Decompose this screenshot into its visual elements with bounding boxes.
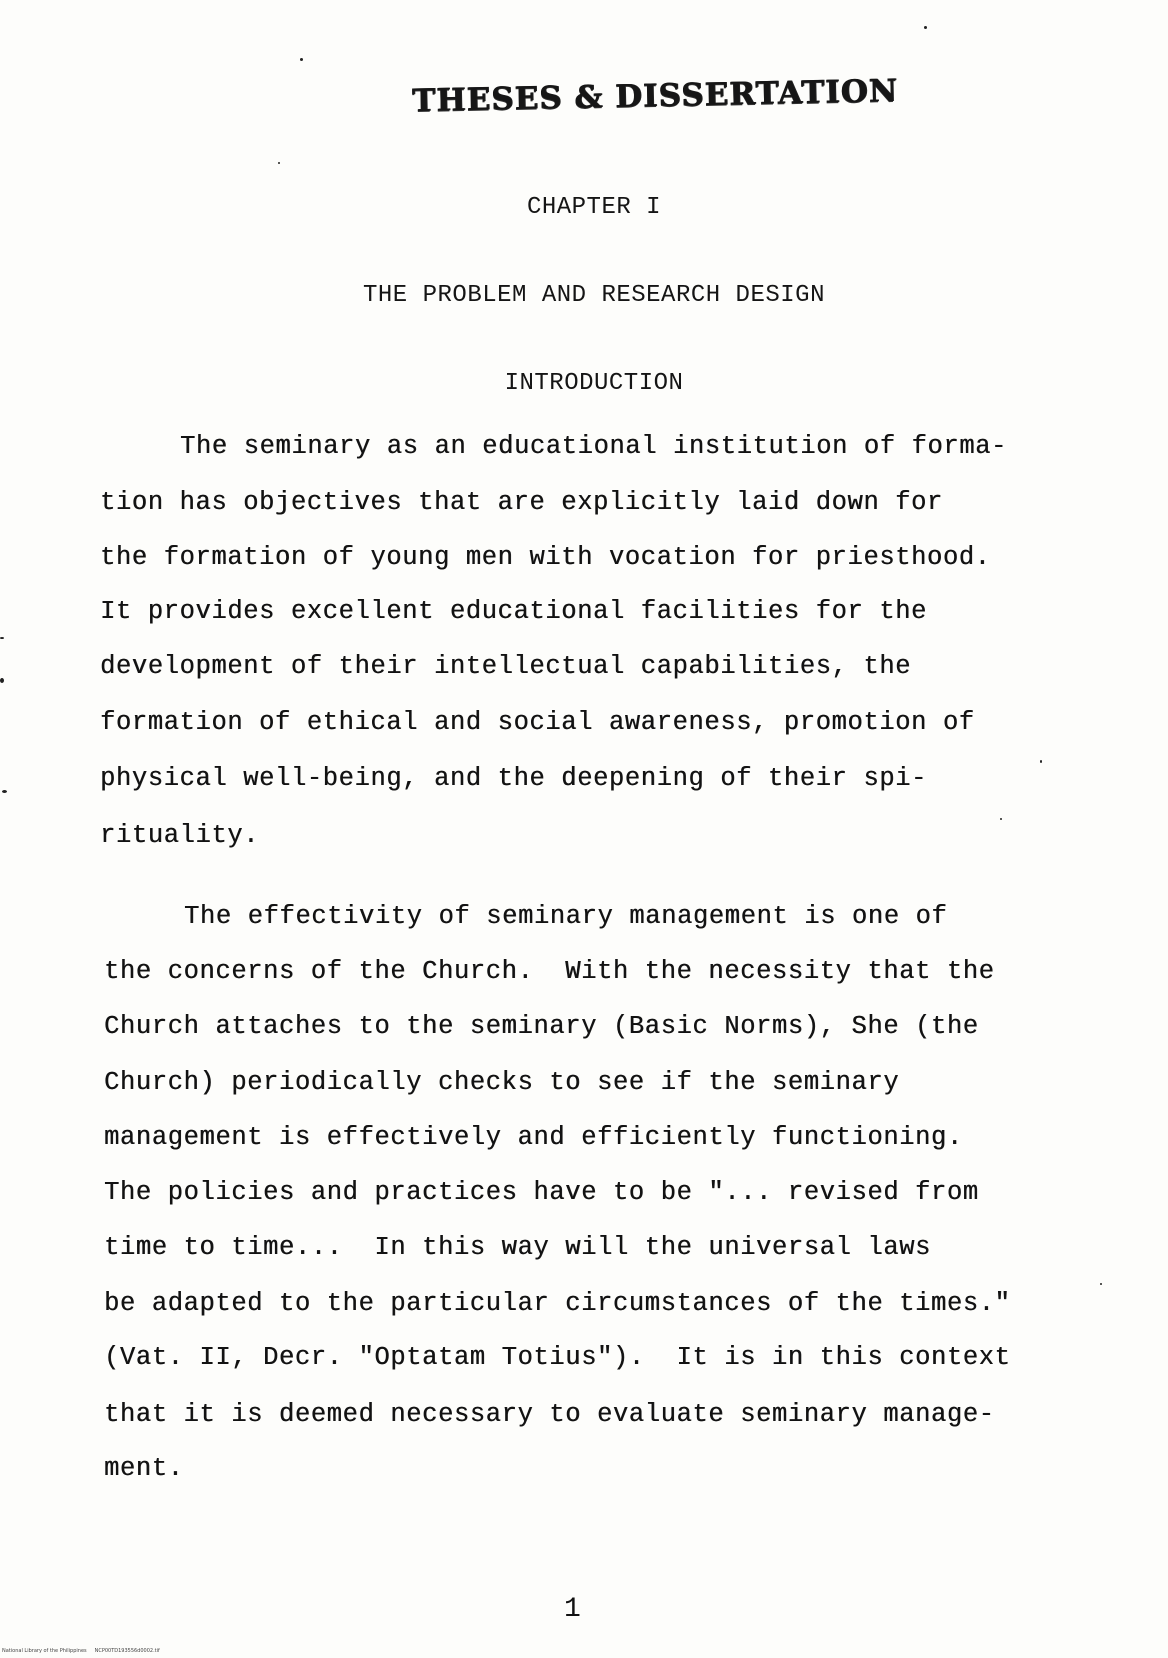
- paragraph-2-line-5: management is effectively and efficiently functioning.: [104, 1123, 963, 1152]
- paragraph-2-line-9: (Vat. II, Decr. "Optatam Totius"). It is in this context: [104, 1343, 1011, 1372]
- paragraph-2-line-8: be adapted to the particular circumstances of the times.": [104, 1289, 1011, 1318]
- chapter-title: THE PROBLEM AND RESEARCH DESIGN: [363, 282, 825, 309]
- scan-speck: [0, 637, 4, 639]
- paragraph-1-line-8: rituality.: [100, 821, 260, 850]
- paragraph-2-line-2: the concerns of the Church. With the necessity that the: [104, 957, 995, 986]
- scan-speck: [2, 790, 7, 793]
- scan-speck: [0, 678, 4, 683]
- scan-speck: [1040, 760, 1042, 763]
- paragraph-1-line-4: It provides excellent educational facilities for the: [100, 597, 927, 626]
- scan-speck: [1100, 1283, 1102, 1285]
- chapter-heading: CHAPTER I: [526, 194, 662, 221]
- theses-dissertation-stamp: THESES & DISSERTATION: [411, 72, 899, 120]
- paragraph-2-line-10: that it is deemed necessary to evaluate seminary manage-: [104, 1400, 995, 1429]
- paragraph-2-line-6: The policies and practices have to be "... revised from: [104, 1178, 979, 1207]
- paragraph-2-line-4: Church) periodically checks to see if the seminary: [104, 1068, 900, 1097]
- scan-speck: [300, 58, 303, 61]
- scan-speck: [1000, 818, 1002, 820]
- paragraph-1-line-3: the formation of young men with vocation for priesthood.: [100, 543, 991, 572]
- paragraph-1-line-6: formation of ethical and social awareness, promotion of: [100, 708, 975, 737]
- paragraph-2-line-7: time to time... In this way will the universal laws: [104, 1233, 931, 1262]
- scan-speck: [278, 162, 280, 164]
- paragraph-2-line-3: Church attaches to the seminary (Basic Norms), She (the: [104, 1012, 979, 1041]
- paragraph-2-line-1: The effectivity of seminary management is one of: [184, 902, 948, 931]
- page-number: 1: [564, 1594, 581, 1625]
- scan-footer: National Library of the Philippines NCP00TD193556d0002.tif: [2, 1648, 160, 1654]
- paragraph-1-line-1: The seminary as an educational institution of forma-: [180, 432, 1007, 461]
- paragraph-2-line-11: ment.: [104, 1454, 184, 1483]
- paragraph-1-line-2: tion has objectives that are explicitly laid down for: [100, 488, 943, 517]
- section-heading: INTRODUCTION: [504, 370, 684, 397]
- scan-speck: [924, 26, 927, 29]
- paragraph-1-line-5: development of their intellectual capabilities, the: [100, 652, 912, 681]
- paragraph-1-line-7: physical well-being, and the deepening of their spi-: [100, 764, 927, 793]
